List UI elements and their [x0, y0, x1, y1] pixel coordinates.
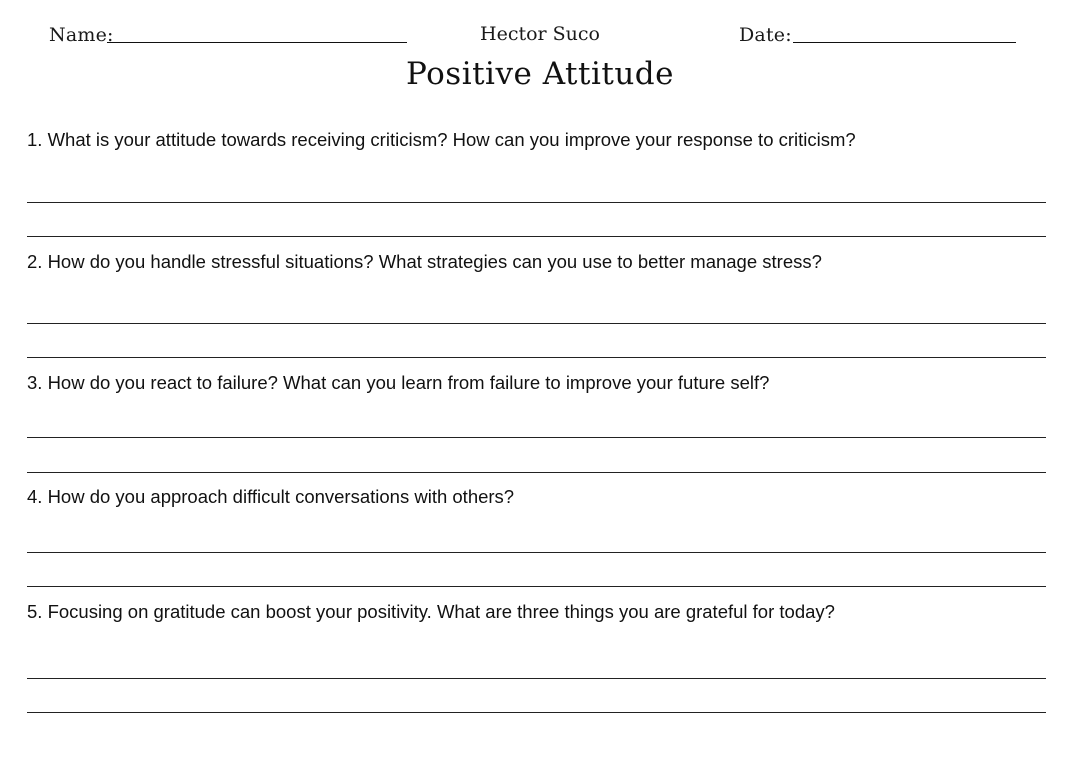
question-1: 1. What is your attitude towards receiving criticism? How can you improve your response to criticism? — [27, 129, 856, 150]
name-field-line[interactable] — [107, 42, 407, 43]
answer-line-2a[interactable] — [27, 323, 1046, 324]
answer-line-1a[interactable] — [27, 202, 1046, 203]
answer-line-3a[interactable] — [27, 437, 1046, 438]
name-label: Name: — [49, 24, 114, 46]
answer-line-1b[interactable] — [27, 236, 1046, 237]
page-title: Positive Attitude — [406, 56, 674, 92]
question-2: 2. How do you handle stressful situations? What strategies can you use to better manage stress? — [27, 251, 822, 272]
answer-line-5a[interactable] — [27, 678, 1046, 679]
answer-line-2b[interactable] — [27, 357, 1046, 358]
answer-line-4a[interactable] — [27, 552, 1046, 553]
question-4: 4. How do you approach difficult conversations with others? — [27, 486, 515, 507]
answer-line-3b[interactable] — [27, 472, 1046, 473]
answer-line-4b[interactable] — [27, 586, 1046, 587]
date-field-line[interactable] — [793, 42, 1016, 43]
date-label: Date: — [739, 24, 792, 46]
answer-line-5b[interactable] — [27, 712, 1046, 713]
question-5: 5. Focusing on gratitude can boost your positivity. What are three things you are grateful for today? — [27, 601, 835, 622]
author-name: Hector Suco — [480, 23, 600, 45]
question-3: 3. How do you react to failure? What can you learn from failure to improve your future self? — [27, 372, 770, 393]
